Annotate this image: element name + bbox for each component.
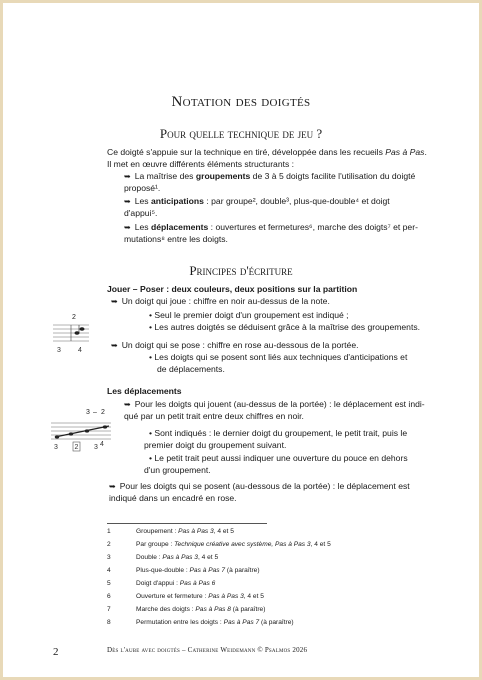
page-title: Notation des doigtés: [171, 94, 311, 110]
footnote: 2 Par groupe : Technique créative avec système, Pas à Pas 3, 4 et 5: [107, 541, 331, 548]
arrow-icon: ➥: [111, 341, 118, 350]
page-number: 2: [53, 646, 59, 658]
finger-number: 2: [101, 409, 105, 416]
arrow-icon: ➥: [124, 400, 131, 409]
bullet-anticipations: ➥ Les anticipations : par groupe², double³, plus-que-double⁴ et doigt d'appui⁵.: [124, 196, 390, 218]
list-item: • Le petit trait peut aussi indiquer une ouverture du pouce en dehors d'un groupement.: [144, 453, 408, 475]
note: [85, 429, 89, 432]
paragraph-doigts-posent: ➥ Pour les doigts qui se posent (au-dessous de la portée) : le déplacement est indiqué dans un encadré en rose.: [109, 481, 410, 503]
finger-number: 2: [72, 314, 76, 321]
arrow-icon: ➥: [124, 223, 131, 232]
paragraph-doigt-pose: ➥ Un doigt qui se pose : chiffre en rose au-dessous de la portée.: [111, 340, 359, 350]
arrow-icon: ➥: [109, 482, 116, 491]
note: [103, 425, 107, 428]
list-item: • Les autres doigtés se déduisent grâce à la maîtrise des groupements.: [149, 322, 421, 332]
subheading-jouer-poser: Jouer – Poser : deux couleurs, deux positions sur la partition: [107, 284, 358, 294]
note: [69, 432, 73, 435]
section-heading-technique: Pour quelle technique de jeu ?: [159, 126, 323, 141]
finger-number: 4: [78, 347, 82, 354]
arrow-icon: ➥: [124, 172, 131, 181]
section-heading-principes: Principes d'écriture: [189, 263, 293, 278]
bullet-deplacements: ➥ Les déplacements : ouvertures et fermetures⁶, marche des doigts⁷ et per- mutations⁸ entre les doigts.: [124, 222, 418, 244]
footnote: 8 Permutation entre les doigts : Pas à Pas 7 (à paraître): [107, 619, 294, 626]
finger-number: 3: [57, 347, 61, 354]
footnote-divider: [107, 523, 267, 524]
footnote: 7 Marche des doigts : Pas à Pas 8 (à paraître): [107, 606, 266, 613]
list-item: • Sont indiqués : le dernier doigt du groupement, le petit trait, puis le premier doigt du groupement suivant.: [144, 428, 408, 450]
finger-number: 2: [74, 444, 79, 451]
music-example-2: [49, 403, 115, 453]
list-item: • Seul le premier doigt d'un groupement est indiqué ;: [149, 310, 349, 320]
arrow-icon: ➥: [124, 197, 131, 206]
finger-number: 3: [94, 444, 98, 451]
arrow-icon: ➥: [111, 297, 118, 306]
note: [55, 435, 59, 438]
footnote: 4 Plus-que-double : Pas à Pas 7 (à paraître): [107, 567, 260, 574]
footer-text: Dès l'aube avec doigtés – Catherine Weidemann © Psalmos 2026: [107, 646, 308, 654]
note: [80, 327, 85, 331]
footnote: 5 Doigt d'appui : Pas à Pas 6: [107, 580, 216, 587]
subheading-deplacements: Les déplacements: [107, 386, 182, 396]
finger-number: 3: [54, 444, 58, 451]
intro-paragraph: Ce doigté s'appuie sur la technique en tiré, développée dans les recueils Pas à Pas. Il met en œuvre différents éléments structurants :: [107, 147, 427, 169]
list-item: • Les doigts qui se posent sont liés aux techniques d'anticipations et de déplacements.: [149, 352, 408, 374]
footnote: 6 Ouverture et fermeture : Pas à Pas 3, 4 et 5: [107, 593, 264, 600]
finger-number: 3: [86, 409, 90, 416]
paragraph-doigt-joue: ➥ Un doigt qui joue : chiffre en noir au-dessus de la note.: [111, 296, 330, 306]
finger-number: 4: [100, 441, 104, 448]
bullet-groupements: ➥ La maîtrise des groupements de 3 à 5 doigts facilite l'utilisation du doigté proposé¹.: [124, 171, 416, 193]
footnote: 1 Groupement : Pas à Pas 3, 4 et 5: [107, 528, 234, 535]
finger-dash: –: [93, 409, 97, 416]
footnote: 3 Double : Pas à Pas 3, 4 et 5: [107, 554, 219, 561]
paragraph-doigts-jouent: ➥ Pour les doigts qui jouent (au-dessus de la portée) : le déplacement est indi- qué par un petit trait entre deux chiffres en noir.: [124, 399, 425, 421]
music-example-1: [51, 311, 91, 357]
